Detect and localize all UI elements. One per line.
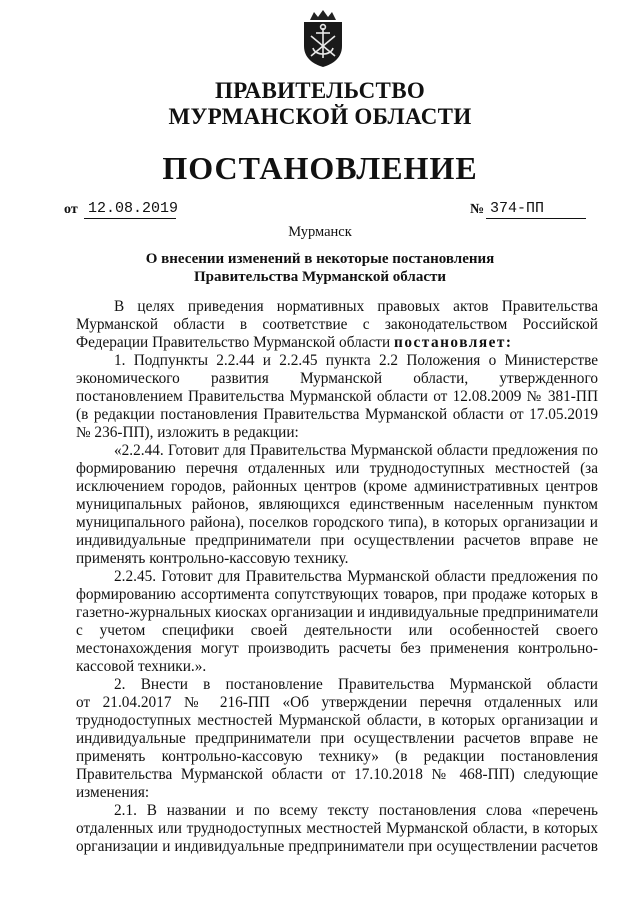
- body-line: 2. Внести в постановление Правительства Мурманской области: [114, 676, 598, 693]
- number-label: №: [470, 202, 485, 217]
- org-title-line1: ПРАВИТЕЛЬСТВО: [214, 78, 426, 103]
- body-line: индивидуальные предприниматели при осуществлении расчетов вправе не: [76, 730, 598, 747]
- body-line: (в редакции постановления Правительства Мурманской области от 17.05.2019: [76, 406, 598, 423]
- body-line: Мурманской области в соответствие с законодательством Российской: [76, 316, 598, 333]
- body-line: В целях приведения нормативных правовых актов Правительства: [114, 298, 598, 315]
- body-line: № 236-ПП), изложить в редакции:: [76, 424, 299, 441]
- coat-of-arms-emblem: [300, 8, 346, 68]
- city-name: Мурманск: [288, 224, 352, 240]
- body-line: 2.2.45. Готовит для Правительства Мурманской области предложения по: [114, 568, 598, 585]
- decree-word: постановляет:: [394, 334, 513, 351]
- body-line: Правительства Мурманской области от 17.10.2018 № 468-ПП) следующие: [76, 766, 598, 783]
- body-line: местонахождения могут производить расчеты без применения контрольно-: [76, 640, 598, 657]
- body-line: экономического развития Мурманской области, утвержденного: [76, 370, 598, 387]
- date-label: от: [64, 202, 78, 217]
- body-line: изменения:: [76, 784, 150, 801]
- body-line: индивидуальные предприниматели при осуществлении расчетов вправе не: [76, 532, 598, 549]
- body-line: газетно-журнальных киосках организации и индивидуальные предприниматели: [76, 604, 599, 621]
- number-value: 374-ПП: [486, 200, 586, 219]
- document-type-title: ПОСТАНОВЛЕНИЕ: [162, 150, 478, 186]
- body-line: от 21.04.2017 № 216-ПП «Об утверждении перечня отдаленных или: [76, 694, 598, 711]
- body-line: муниципального района), поселков городского типа), в которых организации и: [76, 514, 598, 531]
- body-line: «2.2.44. Готовит для Правительства Мурманской области предложения по: [114, 442, 598, 459]
- body-line: исключением городов, районных центров (кроме административных центров: [76, 478, 598, 495]
- subject-line1: О внесении изменений в некоторые постановления: [145, 251, 495, 267]
- body-line: применять контрольно-кассовую технику» (в редакции постановления: [76, 748, 598, 765]
- body-line: кассовой техники.».: [76, 658, 207, 675]
- body-line: 2.1. В названии и по всему тексту постановления слова «перечень: [114, 802, 598, 819]
- body-line: Федерации Правительство Мурманской области постановляет:: [76, 334, 513, 351]
- body-line: с учетом специфики своей деятельности или особенностей своего: [76, 622, 598, 639]
- body-line: 1. Подпункты 2.2.44 и 2.2.45 пункта 2.2 Положения о Министерстве: [114, 352, 598, 369]
- body-line: формированию ассортимента сопутствующих товаров, при продаже которых в: [76, 586, 598, 603]
- date-value: 12.08.2019: [84, 200, 176, 219]
- org-title-line2: МУРМАНСКОЙ ОБЛАСТИ: [168, 104, 472, 129]
- body-line: отдаленных или труднодоступных местностей Мурманской области, в которых: [76, 820, 598, 837]
- body-line: муниципальных районов, являющихся единственным населенным пунктом: [76, 496, 598, 513]
- body-line: формированию перечня отдаленных или труднодоступных местностей (за: [76, 460, 598, 477]
- body-line: постановлением Правительства Мурманской области от 12.08.2009 № 381-ПП: [76, 388, 598, 405]
- body-line: организации и индивидуальные предприниматели при осуществлении расчетов: [76, 838, 598, 855]
- body-line: труднодоступных местностей Мурманской области, в которых организации и: [76, 712, 598, 729]
- body-line: применять контрольно-кассовую технику.: [76, 550, 349, 567]
- subject-line2: Правительства Мурманской области: [193, 269, 447, 285]
